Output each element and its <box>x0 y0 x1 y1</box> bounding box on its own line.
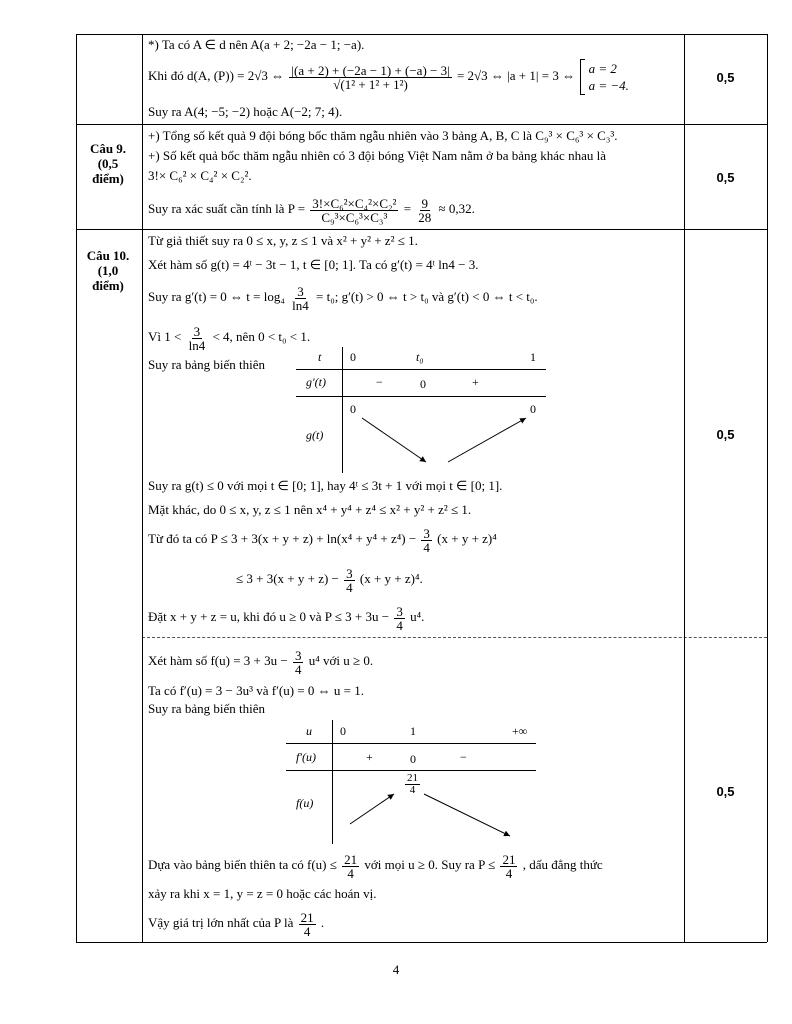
text-line: Xét hàm số g(t) = 4ᵗ − 3t − 1, t ∈ [0; 1]. Ta có g′(t) = 4ᵗ ln4 − 3. <box>148 257 479 272</box>
numerator: 3 <box>423 525 430 541</box>
var-value: 1 <box>410 724 416 738</box>
score: 0,5 <box>716 70 735 85</box>
increasing-arrow <box>350 794 394 824</box>
conclusion-line <box>148 848 603 882</box>
label-line: Câu 9. <box>89 141 127 156</box>
row-divider-dashed <box>142 637 767 638</box>
denominator: ln4 <box>292 297 309 313</box>
sign: 0 <box>420 377 426 391</box>
deriv-label: g′(t) <box>306 375 326 389</box>
label-line: (0,5 <box>97 156 119 171</box>
numerator: 3 <box>297 283 304 299</box>
numerator: 21 <box>344 851 358 867</box>
func-value: 0 <box>530 402 536 416</box>
score: 0,5 <box>716 427 735 442</box>
label-line: điểm) <box>92 171 124 186</box>
equation-part: ≤ 3 + 3(x + y + z) − <box>236 571 339 586</box>
increasing-arrow <box>448 418 526 462</box>
fraction <box>394 605 405 632</box>
numerator: 3 <box>396 603 403 619</box>
text-line: Suy ra A(4; −5; −2) hoặc A(−2; 7; 4). <box>148 104 343 119</box>
sign: − <box>376 375 383 389</box>
equation-part: = 2√3 ⇔ |a + 1| = 3 ⇔ <box>456 68 576 83</box>
text-line: xảy ra khi x = 1, y = z = 0 hoặc các hoán vị. <box>148 886 377 901</box>
sign: + <box>472 375 479 389</box>
var-value: t₀ <box>416 350 424 364</box>
case-bracket <box>580 59 585 95</box>
equation-part: . <box>320 915 325 930</box>
equation-part: u⁴. <box>410 609 425 624</box>
denominator: ln4 <box>188 337 206 353</box>
fraction <box>421 527 432 554</box>
text-line: Suy ra bảng biến thiên <box>148 701 265 716</box>
equation-part: (x + y + z)⁴. <box>359 571 423 586</box>
numerator: 9 <box>421 195 429 211</box>
equation-part: < 4, nên 0 < t₀ < 1. <box>212 329 311 344</box>
fraction <box>290 285 311 312</box>
cases <box>589 60 629 94</box>
fraction <box>289 64 451 91</box>
bound-line <box>148 320 310 354</box>
equation-part: (x + y + z)⁴ <box>437 531 497 546</box>
sign: 0 <box>410 752 416 766</box>
final-answer-line <box>148 906 324 940</box>
numerator: 3 <box>294 647 302 663</box>
numerator: 21 <box>407 772 418 784</box>
text-line: +) Tổng số kết quả 9 đội bóng bốc thăm ngẫu nhiên vào 3 bảng A, B, C là C₉³ × C₆³ × C₃³. <box>148 128 618 143</box>
denominator: 4 <box>303 923 311 939</box>
denominator: 4 <box>346 579 353 595</box>
case: a = 2 <box>588 61 617 77</box>
denominator: 4 <box>347 865 354 881</box>
variation-arrows <box>342 396 552 472</box>
numerator: 21 <box>300 909 314 925</box>
derivative-line <box>148 280 538 314</box>
inequality-line <box>148 522 497 556</box>
fraction <box>187 325 208 352</box>
denominator: C₉³×C₆³×C₃³ <box>321 209 388 225</box>
equation-part: với mọi u ≥ 0. Suy ra P ≤ <box>364 857 496 872</box>
case: a = −4. <box>588 78 629 94</box>
substitution-line <box>148 600 424 634</box>
denominator: 4 <box>396 617 403 633</box>
numerator: 3 <box>193 323 201 339</box>
column-divider <box>142 34 143 942</box>
question-label <box>76 248 140 293</box>
equation-part: Dựa vào bảng biến thiên ta có f(u) ≤ <box>148 857 337 872</box>
table-right-border <box>767 34 768 942</box>
equation-part: Khi đó d(A, (P)) = 2√3 ⇔ <box>148 68 285 83</box>
equation-part: Từ đó ta có P ≤ 3 + 3(x + y + z) + ln(x⁴ + y⁴ + z⁴) − <box>148 531 417 546</box>
denominator: √(1² + 1² + 1²) <box>333 76 408 92</box>
func-value: 0 <box>350 402 356 416</box>
score: 0,5 <box>716 170 735 185</box>
numerator: 3!×C₆²×C₄²×C₂² <box>312 195 397 211</box>
sign: − <box>460 750 467 764</box>
text-line: Mặt khác, do 0 ≤ x, y, z ≤ 1 nên x⁴ + y⁴ + z⁴ ≤ x² + y² + z² ≤ 1. <box>148 502 472 517</box>
denominator: 4 <box>294 661 302 677</box>
numerator: 3 <box>346 565 353 581</box>
sign: + <box>366 750 373 764</box>
probability-line: Suy ra xác suất cần tính là P = $\frac{\text{3!×C₆²×C₄²×C₂²}}{\text{C₉³×C₆³×C₃³}}$ = $\frac{9}{28}$ ≈ 0,32. <box>148 195 475 225</box>
fraction <box>310 197 398 224</box>
denominator: 4 <box>423 539 430 555</box>
denominator: 28 <box>418 209 432 225</box>
fraction <box>500 853 517 880</box>
numerator: 21 <box>502 851 516 867</box>
equation-part: ≈ 0,32. <box>438 201 475 216</box>
text-line: Suy ra bảng biến thiên <box>148 357 265 372</box>
function-line <box>148 644 373 678</box>
page-number: 4 <box>392 962 400 977</box>
score: 0,5 <box>716 784 735 799</box>
var-value: 0 <box>350 350 356 364</box>
func-label: g(t) <box>306 428 324 442</box>
text-line: 3!× C₆² × C₄² × C₂². <box>148 168 252 183</box>
variation-arrows <box>332 770 532 846</box>
fraction <box>342 853 359 880</box>
equation-part: Xét hàm số f(u) = 3 + 3u − <box>148 653 288 668</box>
equation-part: Suy ra g′(t) = 0 ⇔ t = log₄ <box>148 289 285 304</box>
label-line: (1,0 <box>97 263 119 278</box>
denominator: 4 <box>505 865 513 881</box>
equation-part: Vì 1 < <box>148 329 182 344</box>
inequality-line <box>236 562 423 596</box>
table-line <box>286 743 536 744</box>
fraction <box>344 567 355 594</box>
label-line: điểm) <box>92 278 124 293</box>
fraction <box>293 649 304 676</box>
text-line: Ta có f′(u) = 3 − 3u³ và f′(u) = 0 ⇔ u = 1. <box>148 683 364 698</box>
text-line: +) Số kết quả bốc thăm ngẫu nhiên có 3 đội bóng Việt Nam nằm ở ba bảng khác nhau là <box>148 148 606 163</box>
table-line <box>296 369 546 370</box>
fraction <box>299 911 316 938</box>
var-value: +∞ <box>512 724 528 738</box>
var-label: t <box>318 350 322 364</box>
question-label <box>76 141 140 186</box>
equation-part: u⁴ với u ≥ 0. <box>308 653 374 668</box>
row-divider <box>76 124 767 125</box>
numerator: |(a + 2) + (−2a − 1) + (−a) − 3| <box>291 62 450 78</box>
deriv-label: f′(u) <box>296 750 316 764</box>
distance-equation <box>148 58 629 95</box>
equation-part: , dấu đẳng thức <box>522 857 603 872</box>
row-divider <box>76 229 767 230</box>
text-line: *) Ta có A ∈ d nên A(a + 2; −2a − 1; −a). <box>148 37 365 52</box>
table-top-border <box>76 34 767 35</box>
text-line: Từ giả thiết suy ra 0 ≤ x, y, z ≤ 1 và x² + y² + z² ≤ 1. <box>148 233 418 248</box>
table-bottom-border <box>76 942 767 943</box>
text-line: Suy ra g(t) ≤ 0 với mọi t ∈ [0; 1], hay 4ᵗ ≤ 3t + 1 với mọi t ∈ [0; 1]. <box>148 478 503 493</box>
denominator: 4 <box>409 784 416 796</box>
equation-part: Vậy giá trị lớn nhất của P là <box>148 915 294 930</box>
column-divider <box>684 34 685 942</box>
decreasing-arrow <box>424 794 510 836</box>
equation-part: = t₀; g′(t) > 0 ⇔ t > t₀ và g′(t) < 0 ⇔ t < t₀. <box>316 289 538 304</box>
decreasing-arrow <box>362 418 426 462</box>
var-label: u <box>306 724 312 738</box>
equation-part: Đặt x + y + z = u, khi đó u ≥ 0 và P ≤ 3 + 3u − <box>148 609 390 624</box>
fraction <box>416 197 433 224</box>
var-value: 0 <box>340 724 346 738</box>
var-value: 1 <box>530 350 536 364</box>
func-label: f(u) <box>296 796 314 810</box>
label-line: Câu 10. <box>86 248 130 263</box>
equation-part: Suy ra xác suất cần tính là P = <box>148 201 306 216</box>
